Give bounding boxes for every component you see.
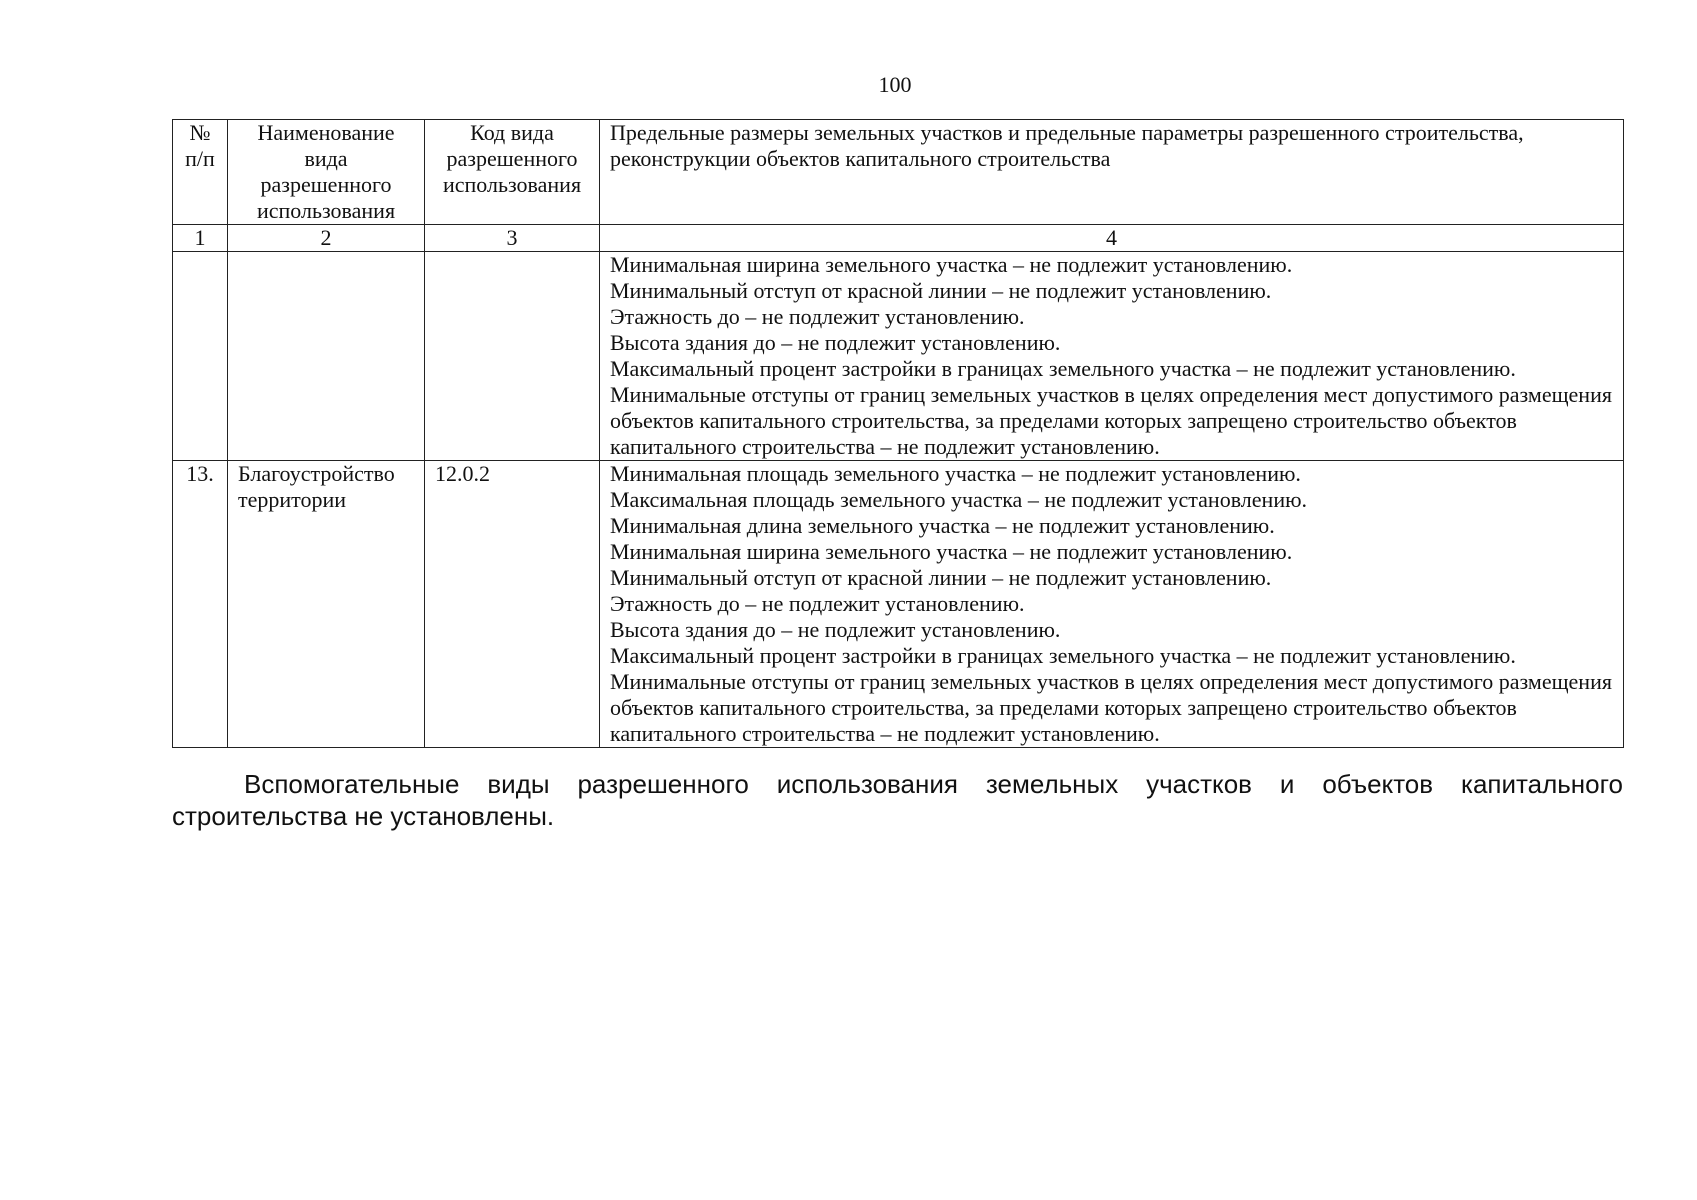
- parameter-line: Максимальный процент застройки в границах земельного участка – не подлежит установлению.: [610, 643, 1516, 668]
- parameter-line: Этажность до – не подлежит установлению.: [610, 304, 1025, 329]
- column-number: 4: [600, 225, 1624, 252]
- row-use-name: Благоустройство территории: [228, 461, 425, 748]
- row-number: [173, 252, 228, 461]
- parameter-line: Высота здания до – не подлежит установлению.: [610, 617, 1061, 642]
- row-use-code: [425, 252, 600, 461]
- parameter-line: Этажность до – не подлежит установлению.: [610, 591, 1025, 616]
- permitted-use-parameters-table: [172, 119, 1624, 748]
- header-use-name: Наименование вида разрешенного использования: [228, 120, 425, 225]
- parameter-line: Минимальный отступ от красной линии – не подлежит установлению.: [610, 565, 1272, 590]
- parameter-line: Высота здания до – не подлежит установлению.: [610, 330, 1061, 355]
- column-number: 3: [425, 225, 600, 252]
- parameter-line: Минимальная площадь земельного участка – не подлежит установлению.: [610, 461, 1301, 486]
- row-use-code: 12.0.2: [425, 461, 600, 748]
- table-header-row: [173, 120, 1624, 225]
- header-number: № п/п: [173, 120, 228, 225]
- row-use-name: [228, 252, 425, 461]
- header-use-code: Код вида разрешенного использования: [425, 120, 600, 225]
- auxiliary-uses-paragraph: Вспомогательные виды разрешенного использования земельных участков и объектов капитального строительства не установлены.: [172, 769, 1623, 831]
- parameter-line: Минимальные отступы от границ земельных участков в целях определения мест допустимого размещения объектов капитального строительства, за пределами которых запрещено строительство объектов капитального строительства – не подлежит установлению.: [610, 382, 1612, 459]
- row-parameters: [600, 461, 1624, 748]
- column-number: 2: [228, 225, 425, 252]
- table-row: [173, 461, 1624, 748]
- parameter-line: Максимальная площадь земельного участка – не подлежит установлению.: [610, 487, 1308, 512]
- table-row: [173, 252, 1624, 461]
- parameter-line: Минимальная длина земельного участка – не подлежит установлению.: [610, 513, 1275, 538]
- row-parameters: [600, 252, 1624, 461]
- page-number: 100: [878, 72, 912, 97]
- parameter-line: Минимальный отступ от красной линии – не подлежит установлению.: [610, 278, 1272, 303]
- column-number: 1: [173, 225, 228, 252]
- column-number-row: [173, 225, 1624, 252]
- parameter-line: Минимальная ширина земельного участка – не подлежит установлению.: [610, 539, 1293, 564]
- parameter-line: Минимальная ширина земельного участка – не подлежит установлению.: [610, 252, 1293, 277]
- parameter-line: Минимальные отступы от границ земельных участков в целях определения мест допустимого размещения объектов капитального строительства, за пределами которых запрещено строительство объектов капитального строительства – не подлежит установлению.: [610, 669, 1612, 746]
- parameter-line: Максимальный процент застройки в границах земельного участка – не подлежит установлению.: [610, 356, 1516, 381]
- header-parameters: Предельные размеры земельных участков и предельные параметры разрешенного строительства, реконструкции объектов капитального строительства: [600, 120, 1624, 225]
- row-number: 13.: [173, 461, 228, 748]
